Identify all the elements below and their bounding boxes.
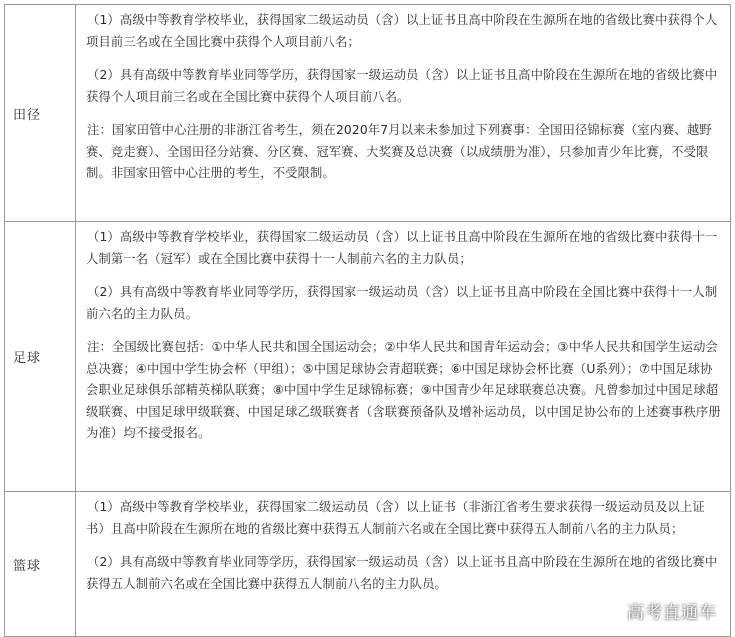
note-paragraph: 注：国家田管中心注册的非浙江省考生，须在2020年7月以来未参加过下列赛事：全国田径锦标赛（室内赛、越野赛、竞走赛）、全国田径分站赛、分区赛、冠军赛、大奖赛及总决赛（以成绩册为准），只参加青少年比赛，不受限制。非国家田管中心注册的考生，不受限制。 bbox=[86, 123, 712, 180]
note-paragraph: 注：全国级比赛包括：①中华人民共和国全国运动会；②中华人民共和国青年运动会；③中华人民共和国学生运动会总决赛；④中国中学生协会杯（甲组）；⑤中国足球协会青超联赛；⑥中国足球协会杯比赛（U系列）；⑦中国足球协会职业足球俱乐部精英梯队联赛；⑧中国中学生足球锦标赛；⑨中国青少年足球联赛总决赛。凡曾参加过中国足球超级联赛、中国足球甲级联赛、中国足球乙级联赛者（含联赛预备队及增补运动员，以中国足协公布的上述赛事秩序册为准）均不接受报名。 bbox=[86, 340, 721, 440]
requirement-paragraph: （2）具有高级中等教育毕业同等学历，获得国家一级运动员（含）以上证书且高中阶段在生源所在地的省级比赛中获得五人制前六名或在全国比赛中获得五人制前八名的主力队员。 bbox=[86, 555, 718, 591]
table-row-track-field bbox=[5, 5, 731, 222]
sport-name-cell: 田径 bbox=[5, 5, 76, 222]
requirement-paragraph: （1）高级中等教育学校毕业，获得国家二级运动员（含）以上证书且高中阶段在生源所在地的省级比赛中获得十一人制第一名（冠军）或在全国比赛中获得十一人制前六名的主力队员； bbox=[86, 230, 718, 266]
requirements-cell bbox=[76, 222, 731, 492]
requirement-paragraph: （2）具有高级中等教育毕业同等学历，获得国家一级运动员（含）以上证书且高中阶段在生源所在地的省级比赛中获得个人项目前三名或在全国比赛中获得个人项目前八名。 bbox=[86, 68, 718, 104]
table-row-football bbox=[5, 222, 731, 492]
requirements-table bbox=[4, 4, 731, 637]
sport-name-cell: 足球 bbox=[5, 222, 76, 492]
table-row-basketball bbox=[5, 492, 731, 637]
requirements-cell bbox=[76, 5, 731, 222]
requirement-paragraph: （2）具有高级中等教育毕业同等学历，获得国家一级运动员（含）以上证书且高中阶段在全国比赛中获得十一人制前六名的主力队员。 bbox=[86, 285, 718, 321]
requirement-paragraph: （1）高级中等教育学校毕业，获得国家二级运动员（含）以上证书且高中阶段在生源所在地的省级比赛中获得个人项目前三名或在全国比赛中获得个人项目前八名； bbox=[86, 13, 718, 49]
requirement-paragraph: （1）高级中等教育学校毕业，获得国家二级运动员（含）以上证书（非浙江省考生要求获得一级运动员及以上证书）且高中阶段在生源所在地的省级比赛中获得五人制前六名或在全国比赛中获得五人制前八名的主力队员； bbox=[86, 500, 705, 536]
sport-name-cell: 篮球 bbox=[5, 492, 76, 637]
watermark: 高考直通车 bbox=[627, 603, 717, 623]
